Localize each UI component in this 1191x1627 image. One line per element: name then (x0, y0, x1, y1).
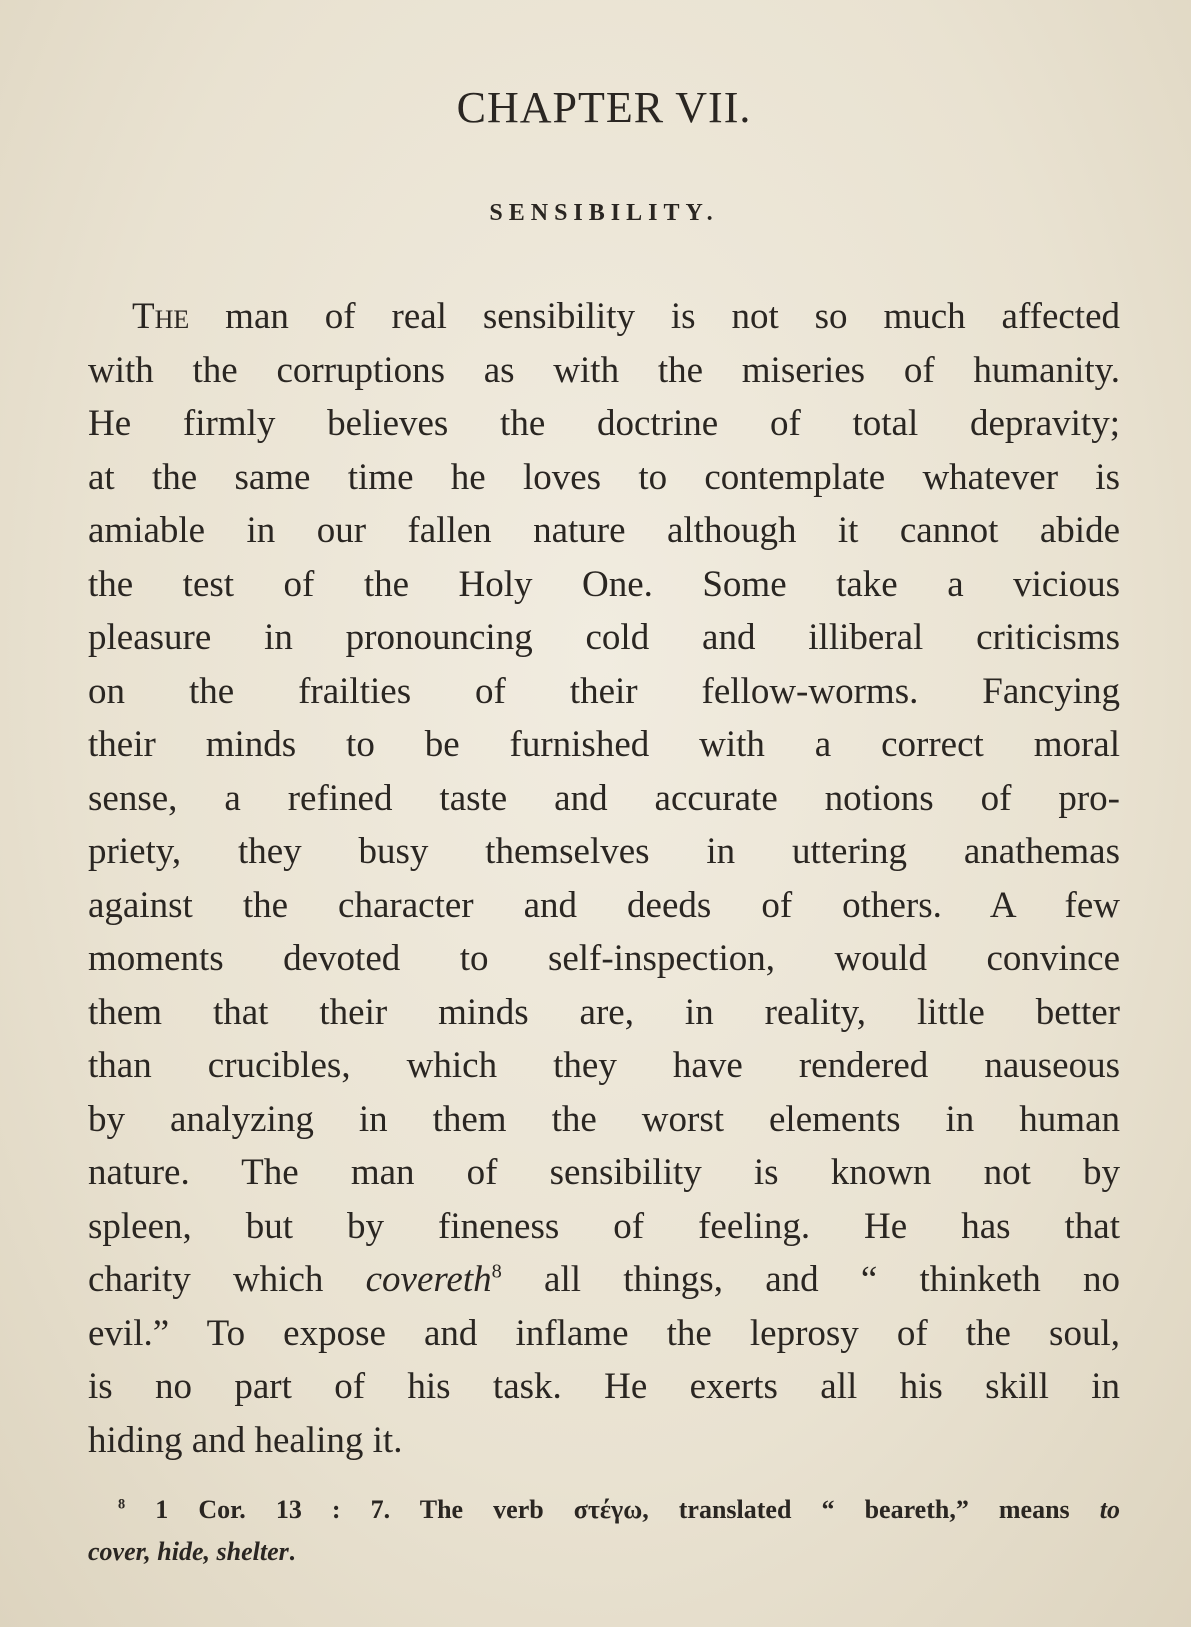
body-line: He firmly believes the doctrine of total depravity; (88, 403, 1120, 444)
body-line: moments devoted to self-inspection, would convince (88, 938, 1120, 979)
body-paragraph (88, 290, 1120, 1467)
body-line: evil.” To expose and inflame the leprosy of the soul, (88, 1312, 1120, 1354)
body-line: priety, they busy themselves in uttering anathemas (88, 831, 1120, 872)
body-line: spleen, but by fineness of feeling. He has that (88, 1205, 1120, 1247)
footnote-line: $^8$ 1 Cor. 13 : 7. The verb στέγω, translated “ beareth,” means to (118, 1495, 1120, 1524)
body-line: than crucibles, which they have rendered nauseous (88, 1045, 1120, 1086)
section-heading: SENSIBILITY. (489, 200, 719, 226)
italic-word: covereth (365, 1259, 492, 1300)
body-line: the test of the Holy One. Some take a vicious (88, 563, 1120, 605)
body-line: is no part of his task. He exerts all his skill in (88, 1366, 1120, 1407)
footnote-line: cover, hide, shelter. (88, 1537, 296, 1566)
body-line: by analyzing in them the worst elements in human (88, 1098, 1120, 1140)
body-line: at the same time he loves to contemplate whatever is (88, 456, 1120, 498)
body-line: The man of real sensibility is not so much affected (132, 296, 1120, 337)
footnote (88, 1489, 1120, 1573)
body-line: on the frailties of their fellow-worms. Fancying (88, 670, 1120, 712)
body-line: amiable in our fallen nature although it cannot abide (88, 510, 1120, 551)
body-line: hiding and healing it. (88, 1419, 403, 1461)
body-line: nature. The man of sensibility is known not by (88, 1152, 1120, 1193)
chapter-heading: CHAPTER VII. (456, 83, 752, 132)
body-line: sense, a refined taste and accurate notions of pro- (88, 777, 1120, 819)
body-line: pleasure in pronouncing cold and illiberal criticisms (88, 617, 1120, 658)
body-line: against the character and deeds of others. A few (88, 884, 1120, 926)
body-line: with the corruptions as with the miseries of humanity. (88, 349, 1120, 391)
book-page (88, 0, 1120, 1627)
footnote-reference: 8 (491, 1260, 502, 1283)
footnote-marker: 8 (118, 1496, 126, 1513)
drop-word: The (132, 296, 190, 337)
body-line: their minds to be furnished with a correct moral (88, 724, 1120, 765)
body-line: charity which covereth$^8$ all things, and “ thinketh no (88, 1259, 1120, 1300)
body-line: them that their minds are, in reality, little better (88, 991, 1120, 1033)
